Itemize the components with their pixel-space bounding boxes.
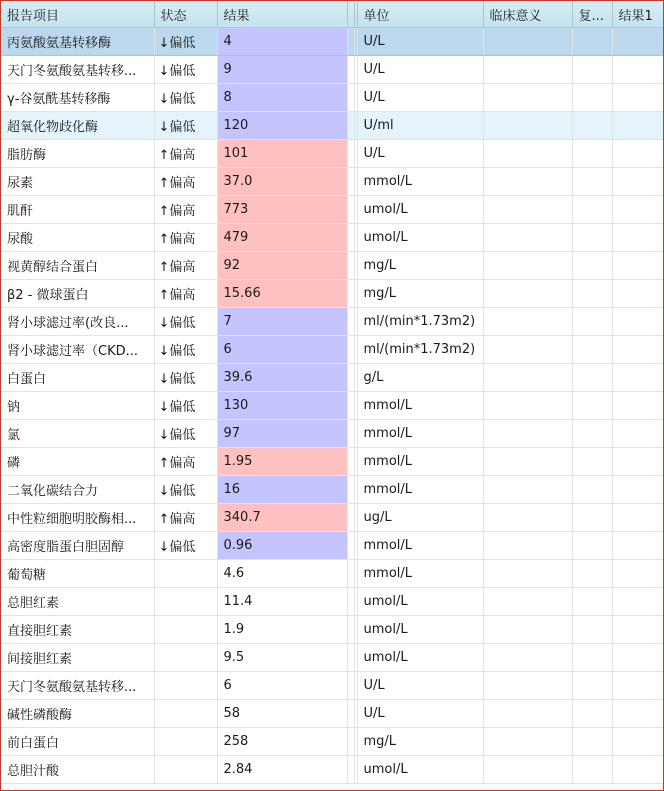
cell-review[interactable] xyxy=(572,308,612,336)
cell-unit[interactable]: ml/(min*1.73m2) xyxy=(357,336,483,364)
cell-clinical-significance[interactable] xyxy=(483,756,572,784)
table-row[interactable] xyxy=(1,476,664,504)
cell-spacer[interactable] xyxy=(347,616,354,644)
cell-review[interactable] xyxy=(572,700,612,728)
cell-clinical-significance[interactable] xyxy=(483,532,572,560)
cell-clinical-significance[interactable] xyxy=(483,672,572,700)
table-row[interactable] xyxy=(1,364,664,392)
cell-unit[interactable]: umol/L xyxy=(357,588,483,616)
cell-spacer[interactable] xyxy=(347,644,354,672)
cell-result1[interactable] xyxy=(612,196,664,224)
table-body xyxy=(1,28,664,784)
column-header-name[interactable]: 报告项目 xyxy=(1,1,154,28)
table-row[interactable] xyxy=(1,616,664,644)
table-row[interactable] xyxy=(1,308,664,336)
cell-review[interactable] xyxy=(572,84,612,112)
cell-status[interactable]: ↓偏低 xyxy=(154,336,217,364)
cell-status[interactable] xyxy=(154,728,217,756)
cell-result[interactable]: 101 xyxy=(217,140,347,168)
cell-item-name[interactable]: β2 - 微球蛋白 xyxy=(1,280,154,308)
cell-item-name[interactable]: 天门冬氨酸氨基转移... xyxy=(1,56,154,84)
cell-result[interactable]: 120 xyxy=(217,112,347,140)
table-row[interactable] xyxy=(1,504,664,532)
cell-status[interactable]: ↑偏高 xyxy=(154,252,217,280)
cell-result1[interactable] xyxy=(612,364,664,392)
cell-result1[interactable] xyxy=(612,308,664,336)
cell-review[interactable] xyxy=(572,140,612,168)
cell-status[interactable] xyxy=(154,672,217,700)
cell-result[interactable]: 37.0 xyxy=(217,168,347,196)
cell-unit[interactable]: U/L xyxy=(357,56,483,84)
table-header xyxy=(1,1,664,28)
cell-result1[interactable] xyxy=(612,168,664,196)
cell-review[interactable] xyxy=(572,392,612,420)
cell-item-name[interactable]: 尿酸 xyxy=(1,224,154,252)
cell-result1[interactable] xyxy=(612,448,664,476)
cell-spacer[interactable] xyxy=(347,420,354,448)
cell-clinical-significance[interactable] xyxy=(483,140,572,168)
cell-status[interactable]: ↑偏高 xyxy=(154,504,217,532)
cell-result1[interactable] xyxy=(612,476,664,504)
cell-result[interactable]: 9 xyxy=(217,56,347,84)
cell-unit[interactable]: U/L xyxy=(357,700,483,728)
cell-clinical-significance[interactable] xyxy=(483,700,572,728)
cell-item-name[interactable]: 中性粒细胞明胶酶相... xyxy=(1,504,154,532)
cell-unit[interactable]: umol/L xyxy=(357,196,483,224)
cell-status[interactable] xyxy=(154,756,217,784)
cell-clinical-significance[interactable] xyxy=(483,196,572,224)
cell-result1[interactable] xyxy=(612,560,664,588)
cell-item-name[interactable]: 肾小球滤过率(改良... xyxy=(1,308,154,336)
table-row[interactable] xyxy=(1,252,664,280)
cell-item-name[interactable]: 尿素 xyxy=(1,168,154,196)
cell-clinical-significance[interactable] xyxy=(483,168,572,196)
cell-review[interactable] xyxy=(572,420,612,448)
table-row[interactable] xyxy=(1,448,664,476)
cell-clinical-significance[interactable] xyxy=(483,560,572,588)
cell-spacer[interactable] xyxy=(347,84,354,112)
cell-result1[interactable] xyxy=(612,420,664,448)
table-row[interactable] xyxy=(1,756,664,784)
cell-status[interactable]: ↑偏高 xyxy=(154,168,217,196)
cell-clinical-significance[interactable] xyxy=(483,616,572,644)
cell-review[interactable] xyxy=(572,672,612,700)
cell-clinical-significance[interactable] xyxy=(483,280,572,308)
cell-spacer[interactable] xyxy=(347,252,354,280)
cell-spacer[interactable] xyxy=(347,672,354,700)
cell-clinical-significance[interactable] xyxy=(483,252,572,280)
cell-spacer[interactable] xyxy=(347,504,354,532)
cell-review[interactable] xyxy=(572,448,612,476)
cell-result1[interactable] xyxy=(612,224,664,252)
cell-status[interactable] xyxy=(154,616,217,644)
cell-review[interactable] xyxy=(572,112,612,140)
cell-result[interactable]: 9.5 xyxy=(217,644,347,672)
cell-unit[interactable]: mmol/L xyxy=(357,392,483,420)
cell-item-name[interactable]: 磷 xyxy=(1,448,154,476)
cell-status[interactable]: ↓偏低 xyxy=(154,112,217,140)
cell-status[interactable]: ↓偏低 xyxy=(154,308,217,336)
cell-clinical-significance[interactable] xyxy=(483,644,572,672)
cell-item-name[interactable]: 二氧化碳结合力 xyxy=(1,476,154,504)
cell-spacer[interactable] xyxy=(347,140,354,168)
cell-unit[interactable]: mmol/L xyxy=(357,420,483,448)
column-header-result[interactable]: 结果 xyxy=(217,1,347,28)
cell-unit[interactable]: U/L xyxy=(357,672,483,700)
column-header-review[interactable]: 复... xyxy=(572,1,612,28)
cell-spacer[interactable] xyxy=(347,560,354,588)
cell-unit[interactable]: U/L xyxy=(357,140,483,168)
cell-result1[interactable] xyxy=(612,700,664,728)
cell-item-name[interactable]: 氯 xyxy=(1,420,154,448)
cell-unit[interactable]: U/ml xyxy=(357,112,483,140)
cell-unit[interactable]: umol/L xyxy=(357,756,483,784)
cell-review[interactable] xyxy=(572,224,612,252)
cell-result1[interactable] xyxy=(612,56,664,84)
cell-unit[interactable]: ml/(min*1.73m2) xyxy=(357,308,483,336)
cell-item-name[interactable]: 天门冬氨酸氨基转移... xyxy=(1,672,154,700)
cell-review[interactable] xyxy=(572,504,612,532)
cell-review[interactable] xyxy=(572,532,612,560)
cell-item-name[interactable]: 白蛋白 xyxy=(1,364,154,392)
cell-status[interactable]: ↓偏低 xyxy=(154,532,217,560)
cell-unit[interactable]: mmol/L xyxy=(357,560,483,588)
cell-item-name[interactable]: 脂肪酶 xyxy=(1,140,154,168)
cell-review[interactable] xyxy=(572,476,612,504)
cell-result1[interactable] xyxy=(612,252,664,280)
table-row[interactable] xyxy=(1,140,664,168)
cell-unit[interactable]: mmol/L xyxy=(357,168,483,196)
cell-clinical-significance[interactable] xyxy=(483,392,572,420)
cell-result1[interactable] xyxy=(612,588,664,616)
cell-clinical-significance[interactable] xyxy=(483,504,572,532)
cell-result1[interactable] xyxy=(612,616,664,644)
cell-clinical-significance[interactable] xyxy=(483,308,572,336)
cell-status[interactable] xyxy=(154,644,217,672)
column-header-status[interactable]: 状态 xyxy=(154,1,217,28)
cell-result1[interactable] xyxy=(612,504,664,532)
cell-status[interactable] xyxy=(154,588,217,616)
cell-review[interactable] xyxy=(572,56,612,84)
table-row[interactable] xyxy=(1,588,664,616)
cell-result1[interactable] xyxy=(612,280,664,308)
cell-spacer[interactable] xyxy=(347,280,354,308)
cell-result[interactable]: 773 xyxy=(217,196,347,224)
cell-clinical-significance[interactable] xyxy=(483,420,572,448)
cell-result[interactable]: 4.6 xyxy=(217,560,347,588)
cell-status[interactable]: ↑偏高 xyxy=(154,280,217,308)
cell-review[interactable] xyxy=(572,588,612,616)
cell-result1[interactable] xyxy=(612,532,664,560)
cell-clinical-significance[interactable] xyxy=(483,112,572,140)
cell-item-name[interactable]: 视黄醇结合蛋白 xyxy=(1,252,154,280)
cell-spacer[interactable] xyxy=(347,392,354,420)
cell-item-name[interactable]: 钠 xyxy=(1,392,154,420)
cell-unit[interactable]: umol/L xyxy=(357,224,483,252)
cell-unit[interactable]: mg/L xyxy=(357,728,483,756)
cell-status[interactable] xyxy=(154,560,217,588)
table-row[interactable] xyxy=(1,644,664,672)
cell-spacer[interactable] xyxy=(347,448,354,476)
cell-spacer[interactable] xyxy=(347,336,354,364)
cell-status[interactable]: ↓偏低 xyxy=(154,84,217,112)
cell-status[interactable]: ↓偏低 xyxy=(154,364,217,392)
cell-spacer[interactable] xyxy=(347,112,354,140)
cell-result[interactable]: 2.84 xyxy=(217,756,347,784)
table-row[interactable] xyxy=(1,224,664,252)
cell-clinical-significance[interactable] xyxy=(483,448,572,476)
table-row[interactable] xyxy=(1,84,664,112)
cell-spacer[interactable] xyxy=(347,308,354,336)
cell-result1[interactable] xyxy=(612,756,664,784)
cell-result[interactable]: 16 xyxy=(217,476,347,504)
cell-spacer[interactable] xyxy=(347,224,354,252)
cell-clinical-significance[interactable] xyxy=(483,588,572,616)
table-row[interactable] xyxy=(1,196,664,224)
cell-spacer[interactable] xyxy=(347,364,354,392)
cell-result1[interactable] xyxy=(612,140,664,168)
cell-unit[interactable]: umol/L xyxy=(357,616,483,644)
cell-unit[interactable]: U/L xyxy=(357,84,483,112)
cell-result1[interactable] xyxy=(612,644,664,672)
cell-item-name[interactable]: 丙氨酸氨基转移酶 xyxy=(1,28,154,56)
cell-result[interactable]: 258 xyxy=(217,728,347,756)
cell-result1[interactable] xyxy=(612,84,664,112)
cell-spacer[interactable] xyxy=(347,168,354,196)
column-header-spacer[interactable] xyxy=(347,1,354,28)
cell-result[interactable]: 6 xyxy=(217,672,347,700)
cell-clinical-significance[interactable] xyxy=(483,84,572,112)
cell-result1[interactable] xyxy=(612,728,664,756)
cell-review[interactable] xyxy=(572,168,612,196)
table-row[interactable] xyxy=(1,336,664,364)
cell-result1[interactable] xyxy=(612,336,664,364)
table-row[interactable] xyxy=(1,420,664,448)
cell-clinical-significance[interactable] xyxy=(483,56,572,84)
cell-status[interactable]: ↑偏高 xyxy=(154,140,217,168)
column-header-result1[interactable]: 结果1 xyxy=(612,1,664,28)
table-row[interactable] xyxy=(1,392,664,420)
cell-result[interactable]: 92 xyxy=(217,252,347,280)
cell-unit[interactable]: mmol/L xyxy=(357,532,483,560)
cell-result[interactable]: 6 xyxy=(217,336,347,364)
cell-review[interactable] xyxy=(572,616,612,644)
cell-clinical-significance[interactable] xyxy=(483,336,572,364)
cell-item-name[interactable]: 碱性磷酸酶 xyxy=(1,700,154,728)
cell-clinical-significance[interactable] xyxy=(483,364,572,392)
cell-spacer[interactable] xyxy=(347,56,354,84)
cell-result1[interactable] xyxy=(612,112,664,140)
table-row[interactable] xyxy=(1,168,664,196)
cell-result1[interactable] xyxy=(612,28,664,56)
cell-result1[interactable] xyxy=(612,392,664,420)
cell-result[interactable]: 0.96 xyxy=(217,532,347,560)
cell-status[interactable]: ↓偏低 xyxy=(154,420,217,448)
cell-result[interactable]: 130 xyxy=(217,392,347,420)
cell-clinical-significance[interactable] xyxy=(483,28,572,56)
cell-status[interactable] xyxy=(154,700,217,728)
cell-item-name[interactable]: 超氧化物歧化酶 xyxy=(1,112,154,140)
cell-spacer[interactable] xyxy=(347,756,354,784)
cell-result[interactable]: 58 xyxy=(217,700,347,728)
cell-status[interactable]: ↓偏低 xyxy=(154,392,217,420)
cell-status[interactable]: ↓偏低 xyxy=(154,28,217,56)
cell-spacer[interactable] xyxy=(347,588,354,616)
column-header-unit[interactable]: 单位 xyxy=(357,1,483,28)
cell-spacer[interactable] xyxy=(347,700,354,728)
cell-unit[interactable]: g/L xyxy=(357,364,483,392)
cell-spacer[interactable] xyxy=(347,476,354,504)
cell-spacer[interactable] xyxy=(347,532,354,560)
cell-result[interactable]: 8 xyxy=(217,84,347,112)
cell-review[interactable] xyxy=(572,728,612,756)
cell-review[interactable] xyxy=(572,252,612,280)
cell-status[interactable]: ↑偏高 xyxy=(154,224,217,252)
cell-status[interactable]: ↑偏高 xyxy=(154,448,217,476)
lab-results-table xyxy=(1,1,664,784)
cell-result1[interactable] xyxy=(612,672,664,700)
cell-result[interactable]: 7 xyxy=(217,308,347,336)
cell-review[interactable] xyxy=(572,280,612,308)
table-row[interactable] xyxy=(1,56,664,84)
cell-review[interactable] xyxy=(572,756,612,784)
cell-review[interactable] xyxy=(572,28,612,56)
cell-clinical-significance[interactable] xyxy=(483,476,572,504)
cell-status[interactable]: ↓偏低 xyxy=(154,56,217,84)
cell-review[interactable] xyxy=(572,196,612,224)
cell-review[interactable] xyxy=(572,644,612,672)
header-row xyxy=(1,1,664,28)
cell-unit[interactable]: ug/L xyxy=(357,504,483,532)
cell-item-name[interactable]: 肌酐 xyxy=(1,196,154,224)
cell-status[interactable]: ↑偏高 xyxy=(154,196,217,224)
cell-item-name[interactable]: 总胆汁酸 xyxy=(1,756,154,784)
table-row[interactable] xyxy=(1,532,664,560)
table-row[interactable] xyxy=(1,112,664,140)
cell-result[interactable]: 1.9 xyxy=(217,616,347,644)
cell-result[interactable]: 11.4 xyxy=(217,588,347,616)
cell-clinical-significance[interactable] xyxy=(483,224,572,252)
cell-item-name[interactable]: γ-谷氨酰基转移酶 xyxy=(1,84,154,112)
cell-result[interactable]: 15.66 xyxy=(217,280,347,308)
cell-result[interactable]: 1.95 xyxy=(217,448,347,476)
cell-unit[interactable]: mg/L xyxy=(357,280,483,308)
cell-item-name[interactable]: 肾小球滤过率（CKD... xyxy=(1,336,154,364)
cell-review[interactable] xyxy=(572,336,612,364)
cell-unit[interactable]: umol/L xyxy=(357,644,483,672)
cell-review[interactable] xyxy=(572,364,612,392)
cell-item-name[interactable]: 间接胆红素 xyxy=(1,644,154,672)
cell-spacer[interactable] xyxy=(347,28,354,56)
cell-status[interactable]: ↓偏低 xyxy=(154,476,217,504)
cell-unit[interactable]: U/L xyxy=(357,28,483,56)
cell-item-name[interactable]: 直接胆红素 xyxy=(1,616,154,644)
cell-item-name[interactable]: 前白蛋白 xyxy=(1,728,154,756)
cell-unit[interactable]: mg/L xyxy=(357,252,483,280)
cell-unit[interactable]: mmol/L xyxy=(357,448,483,476)
cell-result[interactable]: 39.6 xyxy=(217,364,347,392)
cell-result[interactable]: 97 xyxy=(217,420,347,448)
table-row[interactable] xyxy=(1,700,664,728)
cell-item-name[interactable]: 葡萄糖 xyxy=(1,560,154,588)
cell-spacer[interactable] xyxy=(347,196,354,224)
column-header-clinical[interactable]: 临床意义 xyxy=(483,1,572,28)
cell-clinical-significance[interactable] xyxy=(483,728,572,756)
table-row[interactable] xyxy=(1,560,664,588)
table-row[interactable] xyxy=(1,280,664,308)
table-row[interactable] xyxy=(1,28,664,56)
table-row[interactable] xyxy=(1,728,664,756)
cell-item-name[interactable]: 总胆红素 xyxy=(1,588,154,616)
cell-result[interactable]: 4 xyxy=(217,28,347,56)
cell-result[interactable]: 340.7 xyxy=(217,504,347,532)
cell-item-name[interactable]: 高密度脂蛋白胆固醇 xyxy=(1,532,154,560)
table-row[interactable] xyxy=(1,672,664,700)
cell-review[interactable] xyxy=(572,560,612,588)
cell-spacer[interactable] xyxy=(347,728,354,756)
cell-unit[interactable]: mmol/L xyxy=(357,476,483,504)
cell-result[interactable]: 479 xyxy=(217,224,347,252)
